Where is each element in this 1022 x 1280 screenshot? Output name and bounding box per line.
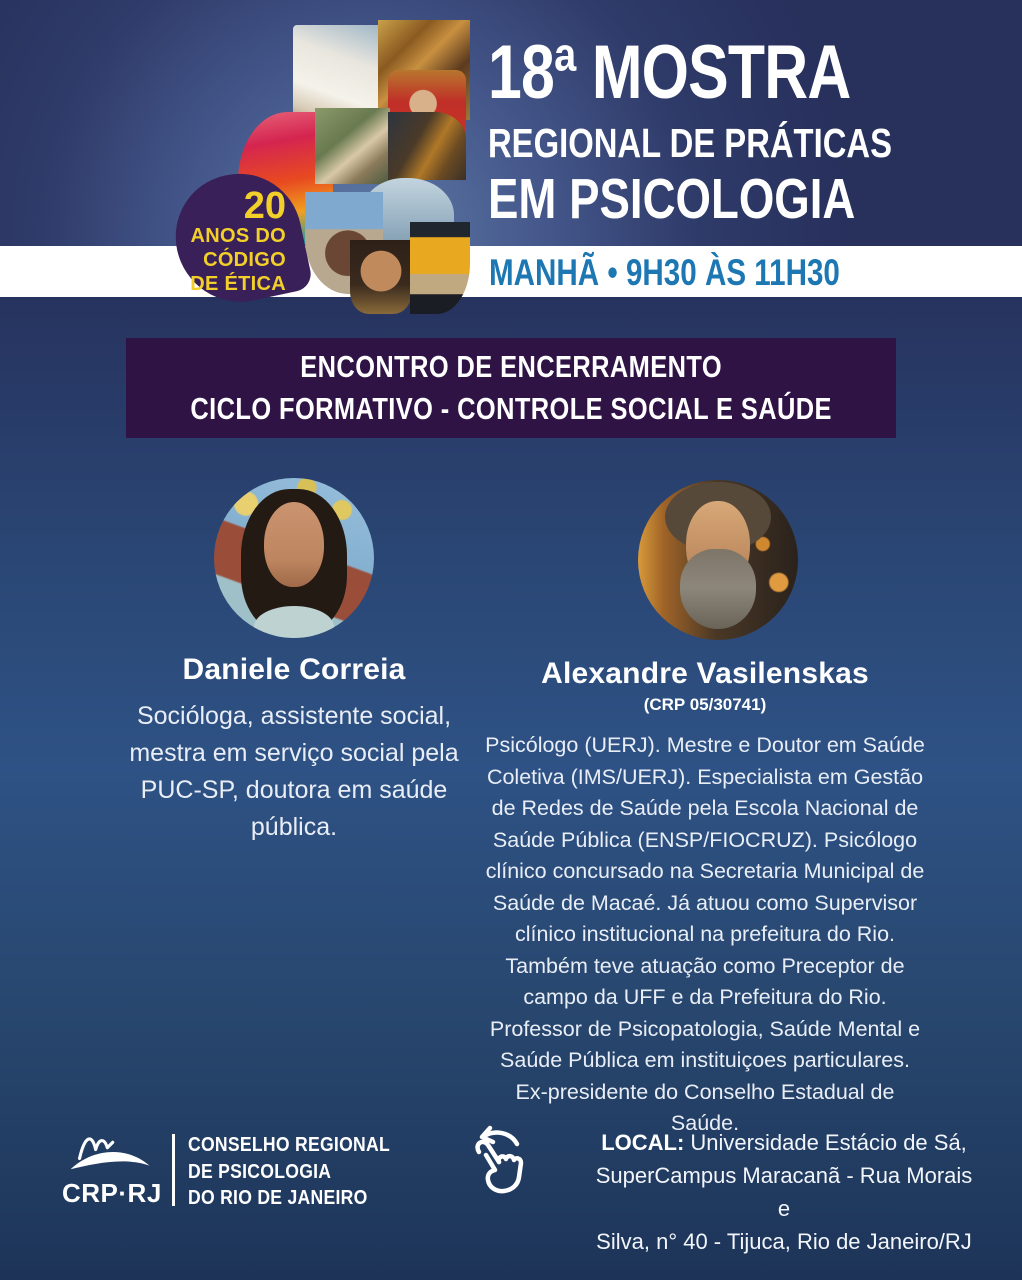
location-line1: [588, 1126, 980, 1159]
speaker-daniele-correia: [114, 652, 474, 846]
collage-photo-man-wheelchair: [410, 222, 470, 314]
speaker-alexandre-vasilenskas: [480, 656, 930, 1140]
speaker-name: Daniele Correia: [182, 653, 406, 686]
session-banner-line2: CICLO FORMATIVO - CONTROLE SOCIAL E SAÚDE: [190, 391, 832, 426]
crp-rj-logo: [62, 1128, 158, 1180]
session-banner: [126, 338, 896, 438]
location-label: LOCAL:: [601, 1130, 685, 1155]
badge-line: ANOS DO: [190, 225, 286, 247]
avatar-face: [264, 502, 325, 587]
avatar-beard: [680, 549, 757, 629]
event-title-line2: REGIONAL DE PRÁTICAS: [488, 120, 892, 166]
event-title: [488, 30, 993, 231]
avatar-alexandre-vasilenskas: [638, 480, 798, 640]
hand-swipe-icon: [455, 1124, 535, 1208]
council-name: [188, 1132, 418, 1212]
crp-rj-logo-text: CRP·RJ: [62, 1178, 162, 1208]
event-title-line3: EM PSICOLOGIA: [488, 167, 856, 231]
badge-line: CÓDIGO: [203, 249, 286, 271]
collage-photo-girl-facepaint: [350, 240, 412, 314]
council-name-line1: CONSELHO REGIONAL: [188, 1134, 391, 1156]
ethics-code-badge-text: [176, 174, 302, 302]
session-banner-line1: ENCONTRO DE ENCERRAMENTO: [300, 349, 722, 384]
footer-divider: [172, 1134, 175, 1206]
speaker-bio: Psicólogo (UERJ). Mestre e Doutor em Saúde Coletiva (IMS/UERJ). Especialista em Gestão de Redes de Saúde pela Escola Nacional de Saúde Pública (ENSP/FIOCRUZ). Psicólogo clínico concursado na Secretaria Municipal de Saúde de Macaé. Já atuou como Supervisor clínico institucional na prefeitura do Rio. Também teve atuação como Preceptor de campo da UFF e da Prefeitura do Rio. Professor de Psicopatologia, Saúde Mental e Saúde Pública em instituiçoes particulares. Ex-presidente do Conselho Estadual de Saúde.: [485, 733, 925, 1135]
location-address1: Universidade Estácio de Sá,: [690, 1130, 967, 1155]
collage-photo-bottle: [388, 112, 466, 180]
speaker-registration: (CRP 05/30741): [643, 695, 767, 714]
event-schedule: [489, 253, 928, 293]
speaker-bio: Socióloga, assistente social, mestra em serviço social pela PUC-SP, doutora em saúde pública.: [129, 702, 459, 841]
location-line2: SuperCampus Maracanã - Rua Morais e: [595, 1163, 973, 1221]
location-info: [588, 1126, 980, 1258]
collage-photo-elder-group: [315, 108, 390, 184]
speaker-name: Alexandre Vasilenskas: [541, 657, 869, 690]
footer: [0, 1110, 1022, 1280]
council-name-line3: DO RIO DE JANEIRO: [188, 1187, 368, 1209]
council-name-line2: DE PSICOLOGIA: [188, 1160, 332, 1183]
badge-years: 20: [243, 185, 286, 227]
location-line3: Silva, n° 40 - Tijuca, Rio de Janeiro/RJ: [596, 1229, 972, 1254]
badge-line: DE ÉTICA: [190, 273, 286, 295]
event-title-line1: 18ª MOSTRA: [488, 30, 851, 115]
ethics-code-badge: [164, 162, 314, 313]
avatar-daniele-correia: [214, 478, 374, 638]
event-schedule-text: MANHÃ • 9H30 ÀS 11H30: [489, 252, 840, 293]
